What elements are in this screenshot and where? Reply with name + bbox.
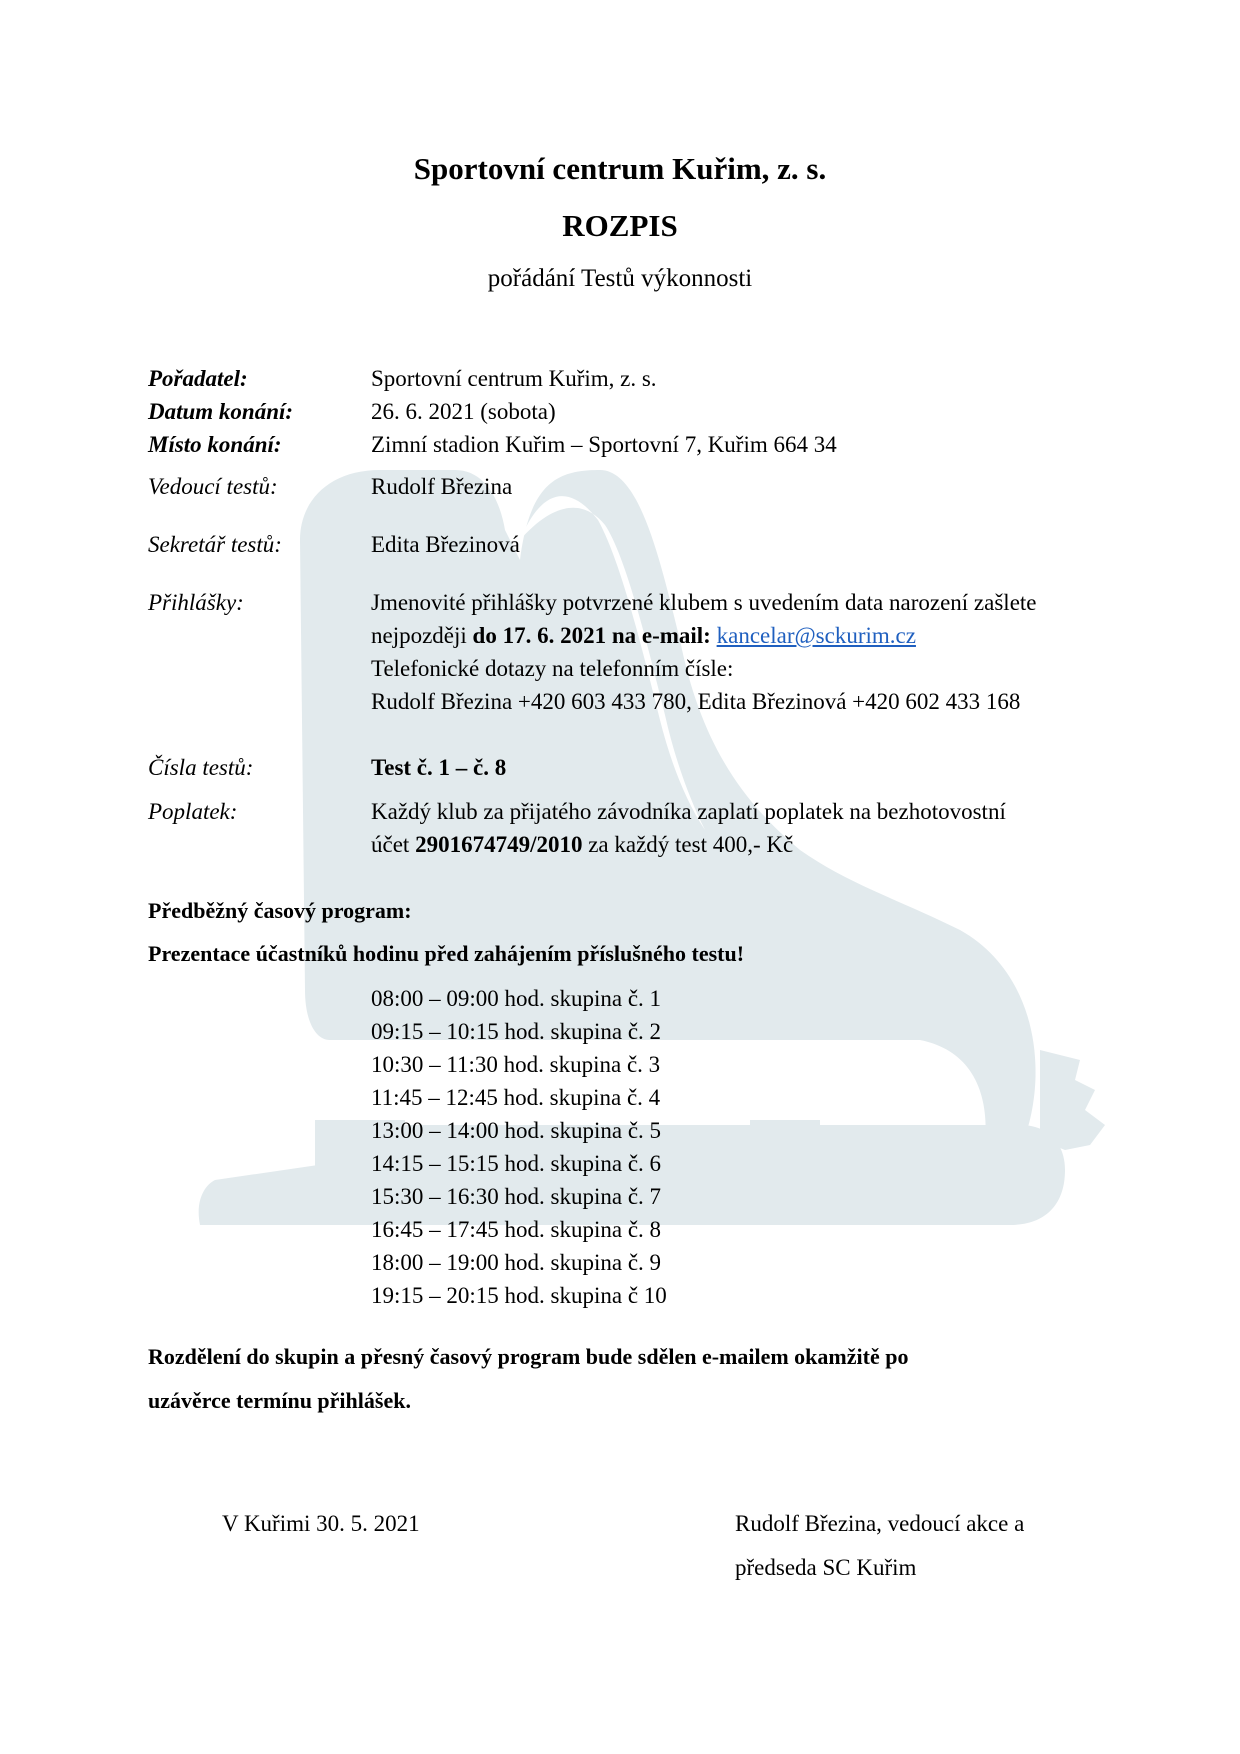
applications-line-2 xyxy=(371,623,916,649)
schedule-row: 10:30 – 11:30 hod. skupina č. 3 xyxy=(371,1052,661,1077)
schedule-row: 11:45 – 12:45 hod. skupina č. 4 xyxy=(371,1085,661,1110)
secretary-value: Edita Březinová xyxy=(371,532,520,557)
email-link[interactable]: kancelar@sckurim.cz xyxy=(716,623,916,648)
secretary-label: Sekretář testů: xyxy=(148,532,282,557)
fee-line-2 xyxy=(371,832,793,858)
signer-line-1: Rudolf Březina, vedoucí akce a xyxy=(735,1511,1025,1536)
program-note: Prezentace účastníků hodinu před zahájením příslušného testu! xyxy=(148,941,745,966)
test-numbers-label: Čísla testů: xyxy=(148,755,254,780)
applications-deadline: do 17. 6. 2021 na e-mail: xyxy=(472,623,711,648)
schedule-row: 18:00 – 19:00 hod. skupina č. 9 xyxy=(371,1250,662,1275)
closing-line-2: uzávěrce termínu přihlášek. xyxy=(148,1388,411,1413)
applications-label: Přihlášky: xyxy=(148,590,244,615)
date-label: Datum konání: xyxy=(148,399,294,424)
date-value: 26. 6. 2021 (sobota) xyxy=(371,399,556,424)
test-leader-value: Rudolf Březina xyxy=(371,474,513,499)
document-subtitle: pořádání Testů výkonnosti xyxy=(487,265,753,292)
organization-title: Sportovní centrum Kuřim, z. s. xyxy=(413,151,827,186)
fee-label: Poplatek: xyxy=(148,799,238,824)
test-numbers-value: Test č. 1 – č. 8 xyxy=(371,755,507,780)
venue-label: Místo konání: xyxy=(148,432,282,457)
applications-line-3: Telefonické dotazy na telefonním čísle: xyxy=(371,656,734,681)
program-heading: Předběžný časový program: xyxy=(148,898,412,923)
schedule-row: 19:15 – 20:15 hod. skupina č 10 xyxy=(371,1283,667,1308)
schedule-row: 15:30 – 16:30 hod. skupina č. 7 xyxy=(371,1184,662,1209)
schedule-row: 13:00 – 14:00 hod. skupina č. 5 xyxy=(371,1118,662,1143)
schedule-row: 09:15 – 10:15 hod. skupina č. 2 xyxy=(371,1019,662,1044)
schedule-row: 08:00 – 09:00 hod. skupina č. 1 xyxy=(371,986,662,1011)
schedule-row: 16:45 – 17:45 hod. skupina č. 8 xyxy=(371,1217,662,1242)
applications-line-4: Rudolf Březina +420 603 433 780, Edita Březinová +420 602 433 168 xyxy=(371,689,1021,714)
organizer-label: Pořadatel: xyxy=(148,366,248,391)
schedule-row: 14:15 – 15:15 hod. skupina č. 6 xyxy=(371,1151,662,1176)
venue-value: Zimní stadion Kuřim – Sportovní 7, Kuřim 664 34 xyxy=(371,432,837,457)
fee-account-prefix: účet xyxy=(371,832,416,857)
organizer-value: Sportovní centrum Kuřim, z. s. xyxy=(371,366,657,391)
fee-line-1: Každý klub za přijatého závodníka zaplatí poplatek na bezhotovostní xyxy=(371,799,1006,824)
applications-deadline-prefix: nejpozději xyxy=(371,623,473,648)
closing-line-1: Rozdělení do skupin a přesný časový program bude sdělen e-mailem okamžitě po xyxy=(148,1344,909,1369)
fee-amount: za každý test 400,- Kč xyxy=(582,832,794,857)
fee-account-number: 2901674749/2010 xyxy=(415,832,583,857)
applications-line-1: Jmenovité přihlášky potvrzené klubem s uvedením data narození zašlete xyxy=(371,590,1037,615)
place-date: V Kuřimi 30. 5. 2021 xyxy=(222,1511,420,1536)
document-title: ROZPIS xyxy=(562,208,678,243)
signer-line-2: předseda SC Kuřim xyxy=(735,1555,917,1580)
test-leader-label: Vedoucí testů: xyxy=(148,474,278,499)
